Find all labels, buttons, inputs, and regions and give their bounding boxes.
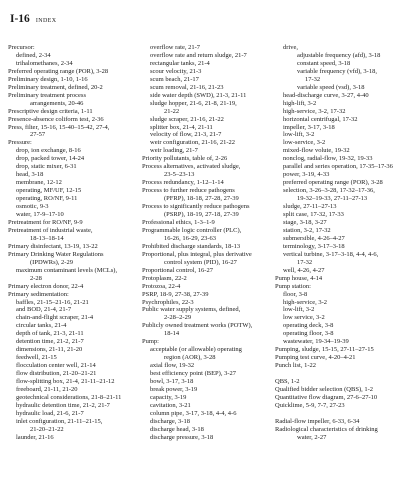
index-subentry: scum removal, 21-16, 21-23	[150, 83, 224, 91]
index-entry: Primary disinfectant, 13-19, 13-22	[8, 242, 98, 250]
index-subentry: water, 2-27	[297, 433, 327, 441]
index-subentry: power, 3-19, 4-33	[283, 171, 330, 179]
index-column-3	[275, 44, 408, 476]
index-subentry: splitter box, 21-4, 21-11	[150, 123, 213, 131]
index-subentry: selection, 3-26–3-28, 17-32–17-36,	[283, 187, 375, 195]
index-subentry: cavitation, 3-21	[150, 401, 191, 409]
index-subentry: vertical turbine, 3-17–3-18, 4-4, 4-6,	[283, 250, 379, 258]
index-subentry: trihalomethanes, 2-34	[16, 59, 73, 67]
index-entry: Quicklime, 5-9, 7-7, 27-23	[275, 401, 345, 409]
index-entry: Presence-absence coliform test, 2-36	[8, 115, 104, 123]
index-column-2	[142, 44, 278, 476]
index-entry: QBS, 1-2	[275, 378, 300, 386]
index-entry: Public water supply systems, defined,	[142, 306, 241, 314]
index-subentry: high-service, 3-2	[283, 298, 328, 306]
page-header	[10, 9, 56, 27]
index-entry: Primary sedimentation:	[8, 290, 69, 298]
index-subentry: variable frequency (vfd), 3-18,	[297, 67, 377, 75]
index-subentry: variable speed (vsd), 3-18	[297, 83, 365, 91]
index-entry: Punch list, 1-22	[275, 362, 316, 370]
index-subentry: constant speed, 3-18	[297, 59, 351, 67]
index-subentry: sludge hopper, 21-6, 21-8, 21-19,	[150, 99, 237, 107]
index-entry: Pumping test curve, 4-20–4-21	[275, 354, 356, 362]
index-subentry: geotechnical considerations, 21-8–21-11	[16, 393, 122, 401]
index-subentry: rectangular tanks, 21-4	[150, 59, 210, 67]
index-subentry: nonclog, radial-flow, 19-32, 19-33	[283, 155, 373, 163]
index-entry: Qualified bidder selection (QBS), 1-2	[275, 385, 374, 393]
index-subentry: flow-splitting box, 21-4, 21-11–21-12	[16, 378, 115, 386]
index-subentry: weir loading, 21-7	[150, 147, 198, 155]
index-subentry: 27-57	[30, 131, 46, 139]
index-subentry: high-service, 3-2, 17-32	[283, 107, 346, 115]
index-subentry: scour velocity, 21-3	[150, 67, 202, 75]
index-entry: Pressure:	[8, 139, 32, 147]
index-subentry: scum beach, 21-17	[150, 75, 199, 83]
index-entry: Preliminary design, 1-10, 1-16	[8, 75, 88, 83]
index-subentry: axial flow, 19-32	[150, 362, 195, 370]
index-entry: Radiological characteristics of drinking	[275, 425, 378, 433]
index-subentry: stage, 3-18, 3-27	[283, 218, 327, 226]
index-entry: Priority pollutants, table of, 2-26	[142, 155, 228, 163]
index-subentry: detention time, 21-2, 21-7	[16, 338, 84, 346]
index-subentry: low service, 3-2	[283, 314, 325, 322]
index-subentry: split case, 17-32, 17-33	[283, 211, 344, 219]
index-entry: Process to further reduce pathogens	[142, 187, 235, 195]
index-subentry: (IPDWRs), 2-29	[30, 258, 73, 266]
index-entry: Preliminary treatment process	[8, 91, 86, 99]
index-subentry: operating, MF/UF, 12-15	[16, 187, 82, 195]
index-subentry: freeboard, 21-11, 21-20	[16, 385, 78, 393]
index-subentry: operating deck, 3-8	[283, 322, 334, 330]
index-gap	[275, 410, 408, 418]
index-subentry: preferred operating range (POR), 3-28	[283, 179, 383, 187]
index-subentry: overflow rate and return sludge, 21-7	[150, 51, 247, 59]
index-subentry: operating floor, 3-8	[283, 330, 334, 338]
index-subentry: dimensions, 21-11, 21-20	[16, 346, 83, 354]
index-subentry: hydraulic load, 21-6, 21-7	[16, 409, 84, 417]
index-subentry: 21-22	[164, 107, 180, 115]
index-subentry: acceptable (or allowable) operating	[150, 346, 242, 354]
index-subentry: sludge, 27-11–27-13	[283, 203, 337, 211]
index-entry: Professional ethics, 1-3–1-9	[142, 218, 215, 226]
index-subentry: region (AOR), 3-28	[164, 354, 216, 362]
index-subentry: 17-32	[305, 75, 321, 83]
index-subentry: 17-32	[297, 258, 313, 266]
index-subentry: launder, 21-16	[16, 433, 54, 441]
index-subentry: membrane, 12-12	[16, 179, 62, 187]
section-title: INDEX	[35, 18, 57, 24]
index-subentry: drop, ion exchange, 8-16	[16, 147, 81, 155]
index-entry: Proportional control, 16-27	[142, 266, 213, 274]
index-entry: Radial-flow impeller, 6-33, 6-34	[275, 417, 360, 425]
index-subentry: (PSRP), 18-19, 27-18, 27-39	[164, 211, 239, 219]
index-subentry: terminology, 3-17–3-18	[283, 242, 345, 250]
index-subentry: column pipe, 3-17, 3-18, 4-4, 4-6	[150, 409, 237, 417]
index-entry: Programmable logic controller (PLC),	[142, 226, 242, 234]
index-subentry: 18-13–18-14	[30, 234, 64, 242]
index-entry: Quantitative flow diagram, 27-6–27-10	[275, 393, 378, 401]
index-subentry: defined, 2-34	[16, 51, 51, 59]
index-subentry: water, 17-9–17-10	[16, 211, 64, 219]
index-subentry: feedwell, 21-15	[16, 354, 57, 362]
index-entry: Psychrophiles, 22-3	[142, 298, 194, 306]
index-subentry: floor, 3-8	[283, 290, 308, 298]
index-entry: Protoplasm, 22-2	[142, 274, 187, 282]
page-number: I-16	[10, 13, 30, 25]
index-subentry: break power, 3-19	[150, 385, 198, 393]
index-subentry: wastewater, 19-34–19-39	[283, 338, 349, 346]
index-entry: Pump station:	[275, 282, 311, 290]
index-subentry: maximum contaminant levels (MCLs),	[16, 266, 118, 274]
index-entry: Press, filter, 15-16, 15-40–15-42, 27-4,	[8, 123, 110, 131]
index-gap	[275, 370, 408, 378]
index-subentry: low-lift, 3-2	[283, 131, 315, 139]
index-subentry: flocculation center well, 21-14	[16, 362, 96, 370]
index-column-1	[8, 44, 138, 476]
index-subentry: and BOD, 21-4, 21-7	[16, 306, 72, 314]
index-subentry: impeller, 3-17, 3-18	[283, 123, 335, 131]
index-entry: Pumping, sludge, 15-15, 27-11–27-15	[275, 346, 374, 354]
index-subentry: capacity, 3-19	[150, 393, 187, 401]
index-entry: Prohibited discharge standards, 18-13	[142, 242, 241, 250]
index-subentry: drop, static mixer, 6-31	[16, 163, 77, 171]
index-subentry: adjustable frequency (afd), 3-18	[297, 51, 381, 59]
index-subentry: 18-14	[164, 330, 180, 338]
index-subentry: baffles, 21-15–21-16, 21-21	[16, 298, 89, 306]
index-subentry: chain-and-flight scraper, 21-4	[16, 314, 94, 322]
index-subentry: velocity of flow, 21-3, 21-7	[150, 131, 222, 139]
index-subentry: flow distribution, 21-20–21-21	[16, 370, 97, 378]
index-subentry: 2-28–2-29	[164, 314, 192, 322]
index-entry: Pump house, 4-14	[275, 274, 323, 282]
index-subentry: osmotic, 9-3	[16, 203, 49, 211]
index-entry: Pump:	[142, 338, 159, 346]
index-subentry: (PFRP), 18-18, 27-28, 27-39	[164, 195, 239, 203]
index-entry: Protozoa, 22-4	[142, 282, 181, 290]
index-subentry: weir configuration, 21-16, 21-22	[150, 139, 236, 147]
index-entry: Process redundancy, 1-12–1-14	[142, 179, 224, 187]
index-entry: Pretreatment of industrial waste,	[8, 226, 93, 234]
index-subentry: station, 3-2, 17-32	[283, 226, 331, 234]
index-subentry: circular tanks, 21-4	[16, 322, 67, 330]
index-subentry: side water depth (SWD), 21-3, 21-11	[150, 91, 247, 99]
index-entry: Primary electron donor, 22-4	[8, 282, 84, 290]
index-entry: Precursor:	[8, 44, 35, 51]
index-subentry: discharge pressure, 3-18	[150, 433, 214, 441]
index-subentry: overflow rate, 21-7	[150, 44, 200, 51]
index-entry: Process to significantly reduce pathogens	[142, 203, 250, 211]
index-subentry: mixed-flow volute, 19-32	[283, 147, 350, 155]
index-subentry: 19-32–19-33, 27-11–27-13	[297, 195, 368, 203]
index-subentry: low-service, 3-2	[283, 139, 326, 147]
index-subentry: well, 4-26, 4-27	[283, 266, 325, 274]
index-subentry: 2-28	[30, 274, 42, 282]
index-subentry: head-discharge curve, 3-27, 4-40	[283, 91, 369, 99]
index-subentry: discharge head, 3-18	[150, 425, 204, 433]
index-entry: PSRP, 18-9, 27-38, 27-39	[142, 290, 209, 298]
index-entry: Preferred operating range (POR), 3-28	[8, 67, 109, 75]
index-subentry: 21-20–21-22	[30, 425, 64, 433]
index-subentry: operating, RO/NF, 9-11	[16, 195, 78, 203]
index-subentry: sludge scraper, 21-16, 21-22	[150, 115, 224, 123]
index-entry: Primary Drinking Water Regulations	[8, 250, 104, 258]
index-subentry: arrangements, 20-46	[30, 99, 84, 107]
index-subentry: submersible, 4-26–4-27	[283, 234, 345, 242]
index-subentry: control system (PID), 16-27	[164, 258, 237, 266]
index-subentry: 23-5–23-13	[164, 171, 195, 179]
index-columns	[8, 44, 408, 476]
index-entry: Proportional, plus integral, plus derivative	[142, 250, 252, 258]
index-entry: Preliminary treatment, defined, 20-2	[8, 83, 103, 91]
index-subentry: head, 3-18	[16, 171, 44, 179]
index-subentry: 16-26, 16-29, 23-63	[164, 234, 216, 242]
index-subentry: bowl, 3-17, 3-18	[150, 378, 194, 386]
index-subentry: best efficiency point (BEP), 3-27	[150, 370, 236, 378]
index-entry: Process alternatives, activated sludge,	[142, 163, 241, 171]
index-subentry: inlet configuration, 21-11–21-15,	[16, 417, 103, 425]
index-entry: Publicly owned treatment works (POTW),	[142, 322, 253, 330]
index-subentry: parallel and series operation, 17-35–17-36	[283, 163, 393, 171]
index-entry: Pretreatment for RO/NF, 9-9	[8, 218, 83, 226]
index-subentry: depth of tank, 21-3, 21-11	[16, 330, 84, 338]
index-subentry: high-lift, 3-2	[283, 99, 317, 107]
index-subentry: drop, packed tower, 14-24	[16, 155, 85, 163]
index-entry: Prescriptive design criteria, 1-11	[8, 107, 93, 115]
index-subentry: low-lift, 3-2	[283, 306, 315, 314]
index-subentry: horizontal centrifugal, 17-32	[283, 115, 358, 123]
index-subentry: hydraulic detention time, 21-2, 21-7	[16, 401, 110, 409]
index-subentry: drive,	[283, 44, 298, 51]
index-subentry: discharge, 3-18	[150, 417, 190, 425]
